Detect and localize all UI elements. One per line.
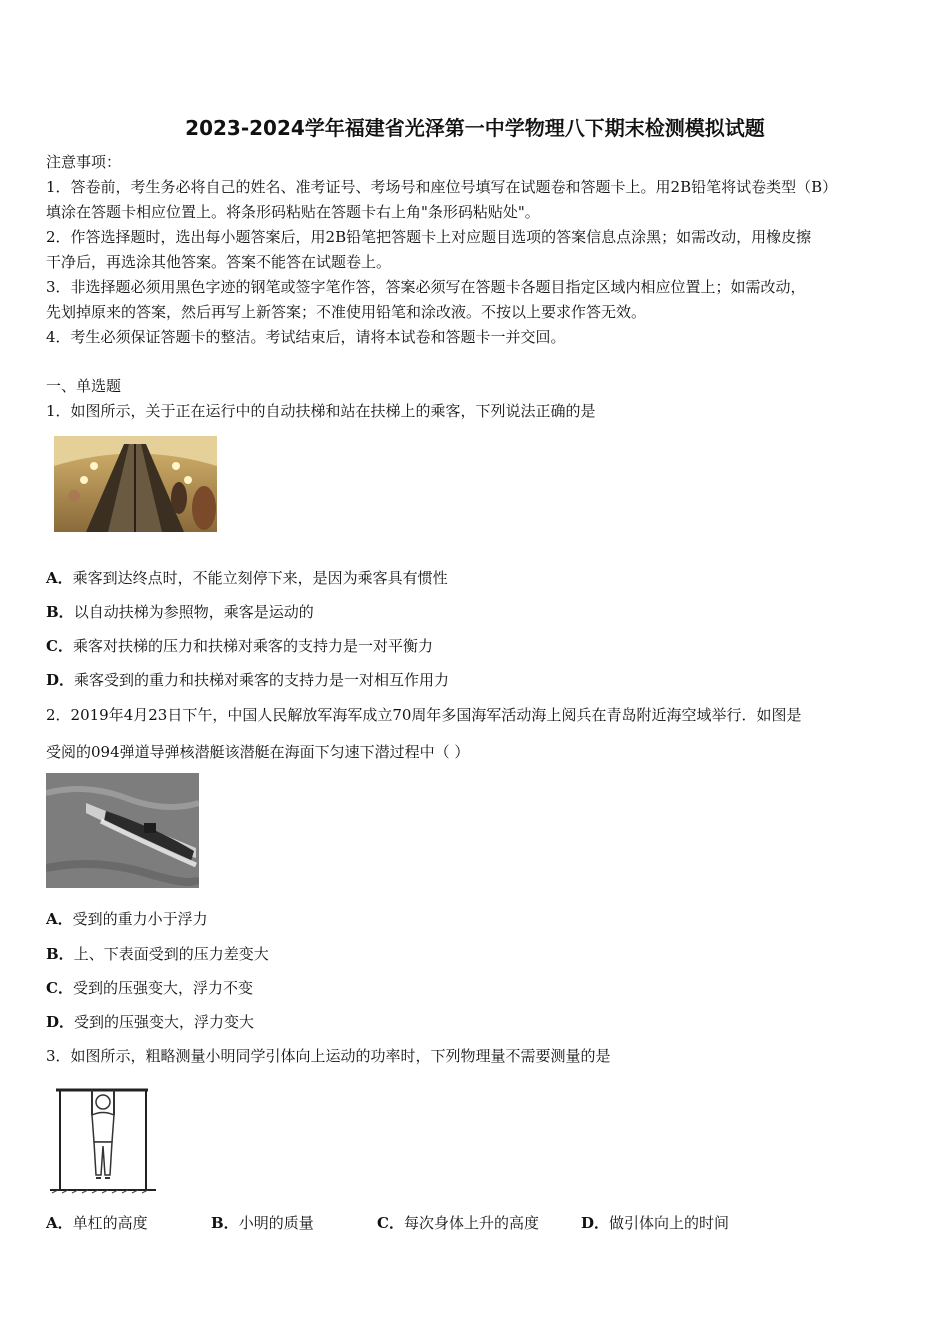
question-3-stem: 3．如图所示，粗略测量小明同学引体向上运动的功率时，下列物理量不需要测量的是: [46, 1047, 611, 1065]
option-text: 受到的重力小于浮力: [72, 910, 208, 928]
question-3-option-a[interactable]: [46, 1213, 148, 1233]
option-text: 以自动扶梯为参照物，乘客是运动的: [73, 603, 314, 621]
question-2-option-b[interactable]: [46, 944, 269, 964]
escalator-image: [54, 436, 217, 532]
question-1-option-b[interactable]: [46, 602, 314, 622]
option-letter: B．: [46, 603, 74, 621]
option-text: 乘客对扶梯的压力和扶梯对乘客的支持力是一对平衡力: [72, 637, 433, 655]
notice-line: 4．考生必须保证答题卡的整洁。考试结束后，请将本试卷和答题卡一并交回。: [46, 328, 566, 346]
question-1-option-a[interactable]: [46, 568, 448, 588]
option-text: 做引体向上的时间: [609, 1214, 730, 1232]
option-letter: C．: [46, 979, 73, 997]
page-title: 2023-2024学年福建省光泽第一中学物理八下期末检测模拟试题: [185, 116, 765, 140]
option-letter: D．: [46, 1013, 75, 1031]
question-1-option-d[interactable]: [46, 670, 449, 690]
question-1-stem: 1．如图所示，关于正在运行中的自动扶梯和站在扶梯上的乘客，下列说法正确的是: [46, 402, 596, 420]
question-3-option-d[interactable]: [581, 1213, 729, 1233]
option-letter: B．: [211, 1214, 239, 1232]
question-2-option-a[interactable]: [46, 909, 208, 929]
option-text: 每次身体上升的高度: [403, 1214, 539, 1232]
notice-line: 干净后，再选涂其他答案。答案不能答在试题卷上。: [46, 253, 392, 271]
notice-line: 2．作答选择题时，选出每小题答案后，用2B铅笔把答题卡上对应题目选项的答案信息点涂黑；如需改动，用橡皮擦: [46, 228, 812, 246]
option-text: 小明的质量: [238, 1214, 314, 1232]
option-letter: B．: [46, 945, 74, 963]
question-3-option-b[interactable]: [211, 1213, 314, 1233]
question-2-option-d[interactable]: [46, 1012, 254, 1032]
option-letter: A．: [46, 1214, 73, 1232]
notice-line: 1．答卷前，考生务必将自己的姓名、准考证号、考场号和座位号填写在试题卷和答题卡上。用2B铅笔将试卷类型（B）: [46, 178, 838, 196]
option-letter: D．: [46, 671, 75, 689]
question-3-option-c[interactable]: [377, 1213, 539, 1233]
notice-line: 3．非选择题必须用黑色字迹的钢笔或签字笔作答，答案必须写在答题卡各题目指定区域内相应位置上；如需改动，: [46, 278, 806, 296]
option-letter: D．: [581, 1214, 610, 1232]
option-letter: C．: [46, 637, 73, 655]
option-letter: A．: [46, 569, 73, 587]
pull-up-figure-image: [48, 1080, 158, 1195]
notice-heading: 注意事项：: [46, 153, 122, 171]
option-letter: C．: [377, 1214, 404, 1232]
submarine-image: [46, 773, 199, 888]
option-text: 乘客受到的重力和扶梯对乘客的支持力是一对相互作用力: [74, 671, 450, 689]
question-1-option-c[interactable]: [46, 636, 433, 656]
question-2-stem-line1: 2．2019年4月23日下午，中国人民解放军海军成立70周年多国海军活动海上阅兵在青岛附近海空域举行．如图是: [46, 706, 802, 724]
notice-line: 先划掉原来的答案，然后再写上新答案；不准使用铅笔和涂改液。不按以上要求作答无效。: [46, 303, 647, 321]
option-text: 乘客到达终点时，不能立刻停下来，是因为乘客具有惯性: [72, 569, 448, 587]
section-heading: 一、单选题: [46, 377, 122, 395]
question-2-stem-line2: 受阅的094弹道导弹核潜艇该潜艇在海面下匀速下潜过程中（ ）: [46, 743, 470, 761]
option-text: 受到的压强变大，浮力不变: [72, 979, 253, 997]
option-text: 受到的压强变大，浮力变大: [74, 1013, 255, 1031]
question-2-option-c[interactable]: [46, 978, 253, 998]
option-letter: A．: [46, 910, 73, 928]
option-text: 单杠的高度: [72, 1214, 148, 1232]
option-text: 上、下表面受到的压力差变大: [73, 945, 269, 963]
notice-line: 填涂在答题卡相应位置上。将条形码粘贴在答题卡右上角"条形码粘贴处"。: [46, 203, 540, 221]
